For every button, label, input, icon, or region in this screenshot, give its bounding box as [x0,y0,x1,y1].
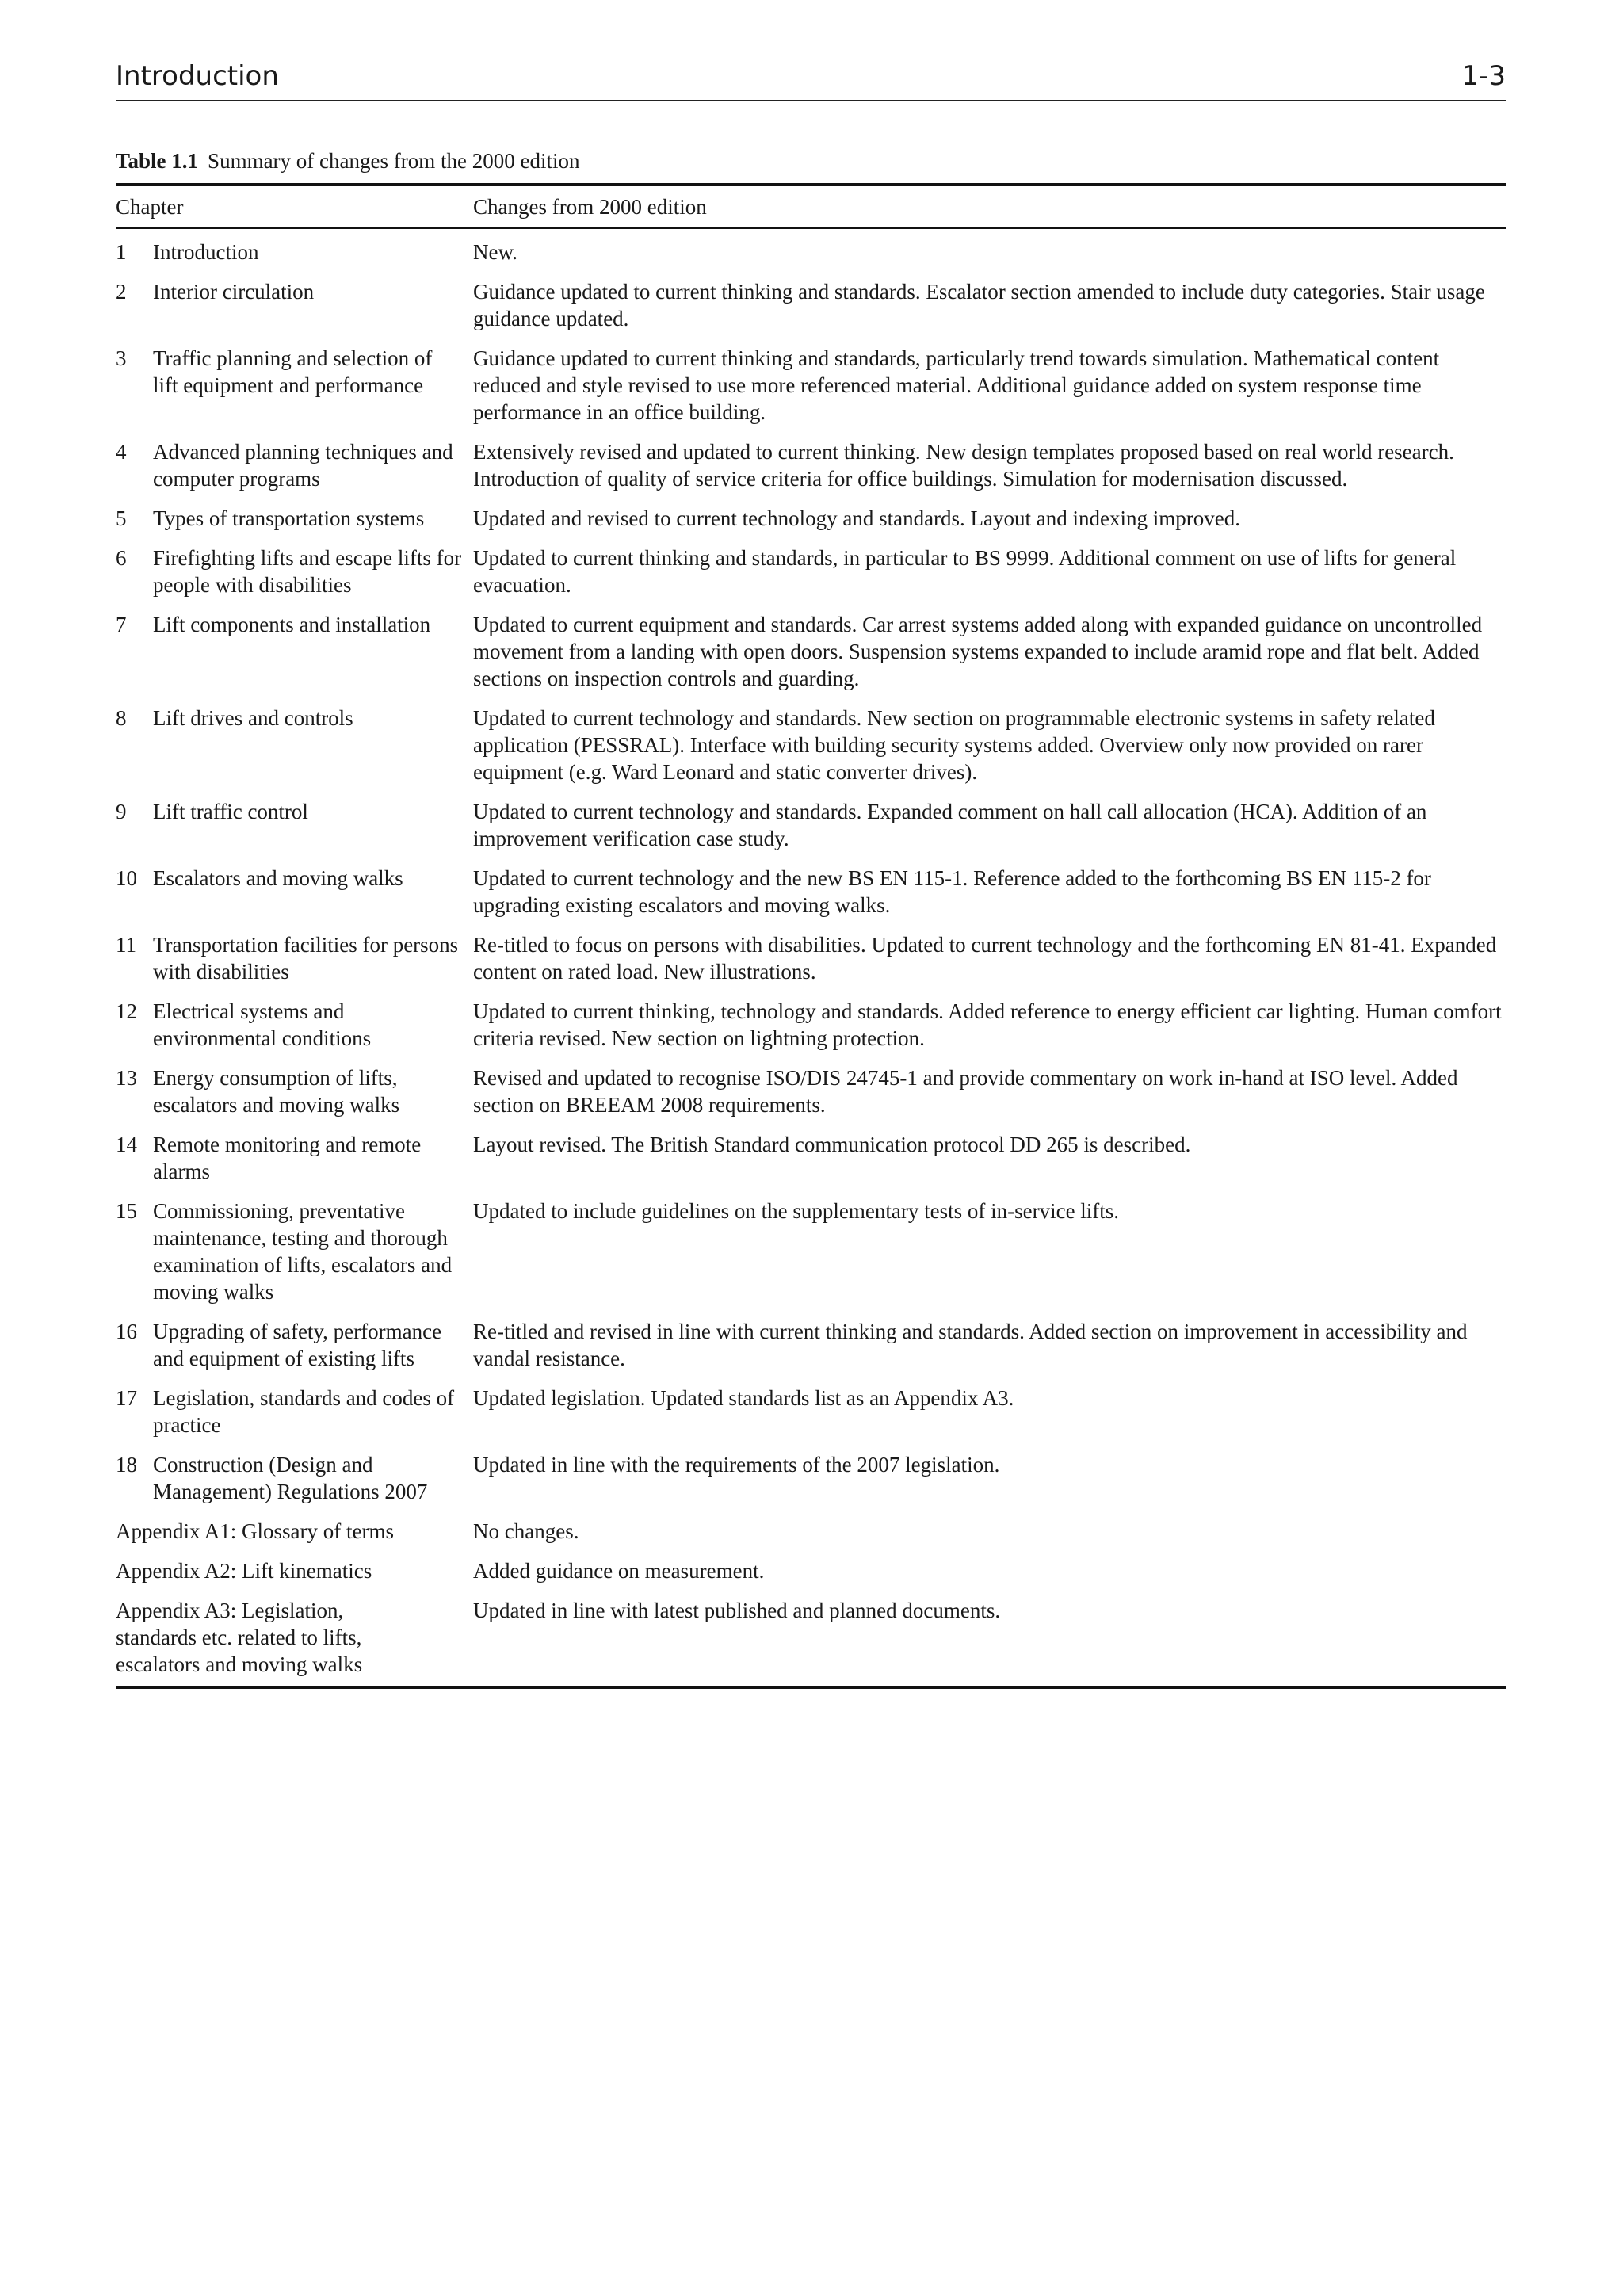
chapter-title: Escalators and moving walks [153,866,403,890]
chapter-title: Legislation, standards and codes of practice [153,1386,455,1437]
table-row [116,698,1506,792]
chapter-number: 9 [116,800,127,823]
chapter-number: 12 [116,999,137,1023]
table-row [116,1378,1506,1445]
chapter-cell [116,1125,473,1191]
table-row [116,1191,1506,1312]
chapter-title: Lift traffic control [153,800,308,823]
section-title: Introduction [116,60,279,92]
chapter-cell [116,272,473,338]
appendix-title: Appendix A2: Lift kinematics [116,1559,372,1583]
chapter-title: Construction (Design and Management) Regulations 2007 [153,1453,428,1503]
chapter-title: Lift drives and controls [153,706,353,730]
table-row [116,538,1506,605]
chapter-number: 16 [116,1320,137,1343]
chapter-number: 13 [116,1066,137,1090]
chapter-title: Traffic planning and selection of lift equipment and performance [153,346,433,397]
chapter-cell [116,1058,473,1125]
table-row [116,925,1506,991]
table-header-row [116,185,1506,228]
appendix-title-cell [116,1591,473,1687]
chapter-title: Energy consumption of lifts, escalators and moving walks [153,1066,400,1117]
chapter-cell [116,792,473,858]
table-body [116,228,1506,1687]
changes-cell: Updated to current equipment and standards. Car arrest systems added along with expanded guidance on uncontrolled movement from a landing with open doors. Suspension systems expanded to include aramid rope and flat belt. Added sections on inspection controls and guarding. [473,613,1483,690]
chapter-title: Transportation facilities for persons with disabilities [153,933,459,984]
changes-cell: Guidance updated to current thinking and standards. Escalator section amended to include duty categories. Stair usage guidance updated. [473,280,1485,330]
changes-cell: Updated to current thinking and standards, in particular to BS 9999. Additional comment on use of lifts for general evacuation. [473,546,1457,597]
chapter-number: 14 [116,1133,137,1156]
chapter-number: 5 [116,506,127,530]
changes-cell: Updated to current thinking, technology and standards. Added reference to energy efficient car lighting. Human comfort criteria revised. New section on lightning protection. [473,999,1502,1050]
table-row [116,991,1506,1058]
changes-cell: Re-titled to focus on persons with disabilities. Updated to current technology and the forthcoming EN 81-41. Expanded content on rated load. New illustrations. [473,933,1497,984]
changes-cell: Updated to include guidelines on the supplementary tests of in-service lifts. [473,1199,1120,1223]
chapter-title: Electrical systems and environmental conditions [153,999,372,1050]
chapter-title: Remote monitoring and remote alarms [153,1133,422,1183]
chapter-cell [116,1378,473,1445]
table-row [116,1312,1506,1378]
chapter-cell [116,1191,473,1312]
chapter-title: Types of transportation systems [153,506,425,530]
chapter-title: Lift components and installation [153,613,431,636]
chapter-cell [116,605,473,698]
changes-cell: Updated to current technology and standards. Expanded comment on hall call allocation (HCA). Addition of an improvement verification case study. [473,800,1427,850]
chapter-title: Interior circulation [153,280,315,304]
table-caption-text: Summary of changes from the 2000 edition [208,149,580,173]
changes-cell: Guidance updated to current thinking and standards, particularly trend towards simulation. Mathematical content reduced and style revised to use more referenced material. Additional guidance added on system response time performance in an office building. [473,346,1440,424]
page-number: 1-3 [1461,60,1506,92]
changes-cell: Revised and updated to recognise ISO/DIS 24745-1 and provide commentary on work in-hand at ISO level. Added section on BREEAM 2008 requirements. [473,1066,1458,1117]
appendix-row [116,1551,1506,1591]
chapter-title: Advanced planning techniques and computer programs [153,440,453,491]
changes-cell: New. [473,240,517,264]
chapter-number: 1 [116,240,127,264]
table-row [116,1058,1506,1125]
chapter-number: 11 [116,933,136,957]
table-label: Table 1.1 [116,149,199,173]
appendix-title-cell [116,1551,473,1591]
table-row [116,228,1506,272]
column-header-changes: Changes from 2000 edition [473,185,1506,228]
running-header [116,54,1506,101]
changes-cell: Updated to current technology and the new BS EN 115-1. Reference added to the forthcoming BS EN 115-2 for upgrading existing escalators and moving walks. [473,866,1431,917]
chapter-number: 18 [116,1453,137,1477]
chapter-title: Upgrading of safety, performance and equipment of existing lifts [153,1320,442,1370]
appendix-title-cell [116,1511,473,1551]
table-row [116,1125,1506,1191]
table-row [116,499,1506,538]
table-row [116,792,1506,858]
chapter-number: 17 [116,1386,137,1410]
chapter-cell [116,499,473,538]
changes-cell: Updated and revised to current technology and standards. Layout and indexing improved. [473,506,1240,530]
table-row [116,858,1506,925]
chapter-number: 2 [116,280,127,304]
table-row [116,338,1506,432]
chapter-number: 15 [116,1199,137,1223]
appendix-row [116,1511,1506,1551]
changes-cell: Updated in line with latest published and planned documents. [473,1599,1001,1622]
column-header-chapter: Chapter [116,185,473,228]
chapter-cell [116,991,473,1058]
appendix-row [116,1591,1506,1687]
chapter-title: Firefighting lifts and escape lifts for people with disabilities [153,546,462,597]
changes-cell: Updated legislation. Updated standards list as an Appendix A3. [473,1386,1014,1410]
table-row [116,432,1506,499]
changes-cell: Re-titled and revised in line with current thinking and standards. Added section on improvement in accessibility and vandal resistance. [473,1320,1468,1370]
chapter-cell [116,338,473,432]
chapter-cell [116,925,473,991]
changes-cell: No changes. [473,1519,579,1543]
chapter-cell [116,698,473,792]
chapter-cell [116,538,473,605]
chapter-cell [116,432,473,499]
chapter-cell [116,858,473,925]
changes-cell: Updated to current technology and standards. New section on programmable electronic systems in safety related application (PESSRAL). Interface with building security systems added. Overview only now provided on rarer equipment (e.g. Ward Leonard and static converter drives). [473,706,1435,784]
table-row [116,1445,1506,1511]
chapter-cell [116,228,473,272]
changes-cell: Layout revised. The British Standard communication protocol DD 265 is described. [473,1133,1191,1156]
table-row [116,272,1506,338]
chapter-title: Introduction [153,240,259,264]
changes-cell: Added guidance on measurement. [473,1559,765,1583]
chapter-number: 6 [116,546,127,570]
chapter-number: 7 [116,613,127,636]
chapter-number: 10 [116,866,137,890]
chapter-number: 3 [116,346,127,370]
chapter-cell [116,1445,473,1511]
chapter-cell [116,1312,473,1378]
appendix-title: Appendix A3: Legislation, standards etc. related to lifts, escalators and moving walks [116,1599,363,1676]
chapter-title: Commissioning, preventative maintenance, testing and thorough examination of lifts, escalators and moving walks [153,1199,453,1304]
changes-cell: Extensively revised and updated to current thinking. New design templates proposed based on real world research. Introduction of quality of service criteria for office buildings. Simulation for modernisation discussed. [473,440,1454,491]
table-caption [116,149,579,174]
appendix-title: Appendix A1: Glossary of terms [116,1519,394,1543]
changes-cell: Updated in line with the requirements of the 2007 legislation. [473,1453,1000,1477]
changes-table [116,183,1506,1689]
table-row [116,605,1506,698]
chapter-number: 8 [116,706,127,730]
chapter-number: 4 [116,440,127,464]
